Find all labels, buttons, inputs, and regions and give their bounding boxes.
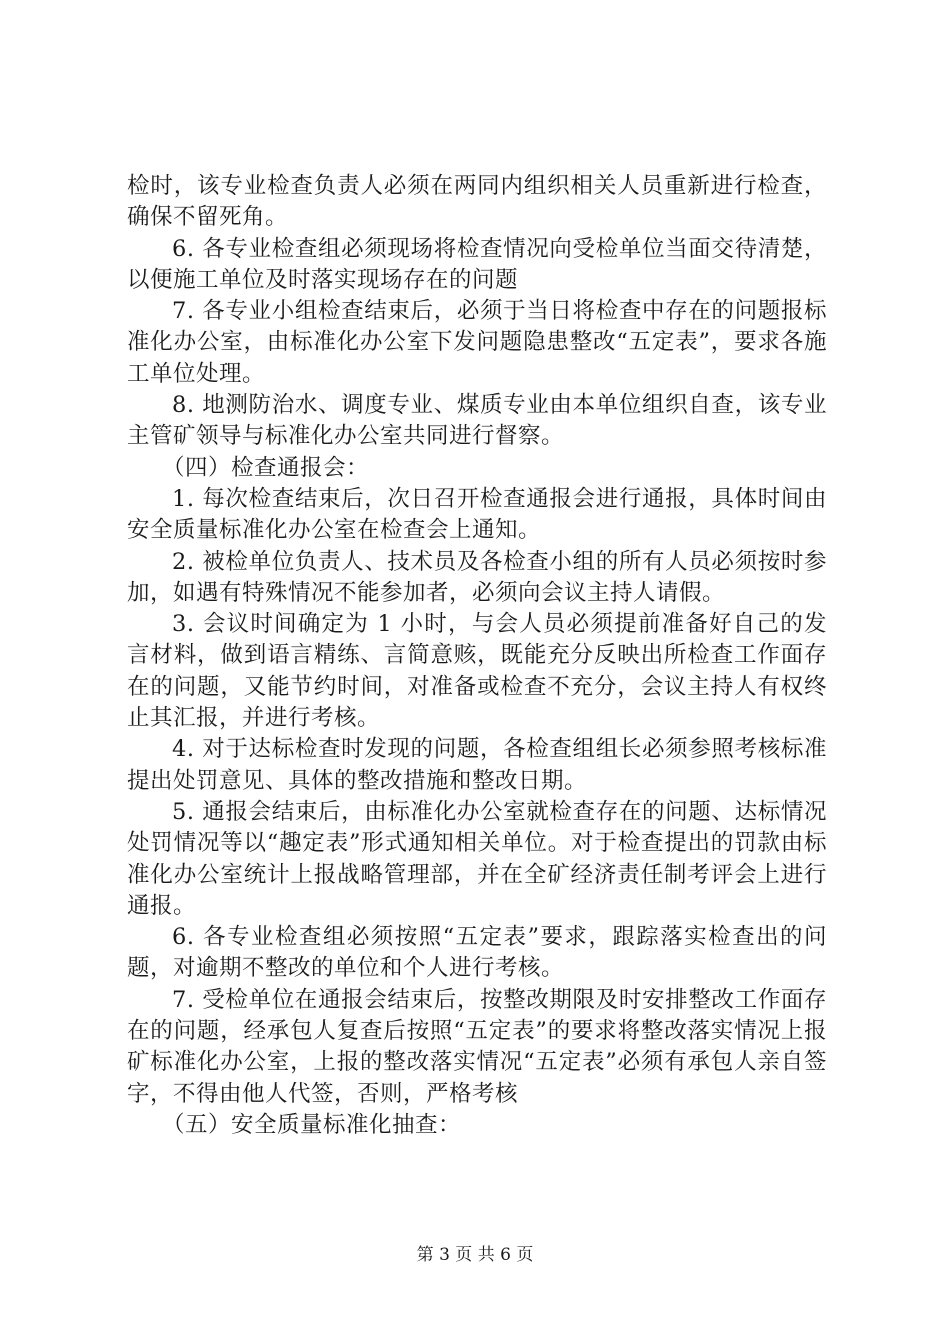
page-indicator: 第 3 页 共 6 页 [416, 1245, 534, 1265]
paragraph-item-5: 5. 通报会结束后，由标准化办公室就检查存在的问题、达标情况处罚情况等以“趣定表”形式通知相关单位。对于检查提出的罚款由标准化办公室统计上报战略管理部，并在全矿经济责任制考评会上进行通报。 [127, 798, 827, 919]
paragraph-item-7: 7. 各专业小组检查结束后，必须于当日将检查中存在的问题报标准化办公室，由标准化办公室下发问题隐患整改“五定表”，要求各施工单位处理。 [127, 298, 827, 387]
paragraph-item-6: 6. 各专业检查组必须现场将检查情况向受检单位当面交待清楚，以便施工单位及时落实现场存在的问题 [127, 235, 827, 293]
document-body [127, 171, 827, 1141]
paragraph-continuation: 检时，该专业检查负责人必须在两同内组织相关人员重新进行检查，确保不留死角。 [127, 173, 827, 231]
paragraph-item-8: 8. 地测防治水、调度专业、煤质专业由本单位组织自查，该专业主管矿领导与标准化办公室共同进行督察。 [127, 392, 827, 450]
paragraph-item-3: 3. 会议时间确定为 1 小时，与会人员必须提前准备好自己的发言材料，做到语言精练、言简意赅，既能充分反映出所检查工作面存在的问题，又能节约时间，对准备或检查不充分，会议主持人有权终止其汇报，并进行考核。 [127, 611, 827, 732]
paragraph-item-7b: 7. 受检单位在通报会结束后，按整改期限及时安排整改工作面存在的问题，经承包人复查后按照“五定表”的要求将整改落实情况上报矿标准化办公室，上报的整改落实情况“五定表”必须有承包人亲自签字，不得由他人代签，否则，严格考核 [127, 986, 827, 1107]
section-heading-4: （四）检查通报会： [162, 454, 370, 481]
paragraph-item-1: 1. 每次检查结束后，次日召开检查通报会进行通报，具体时间由安全质量标准化办公室在检查会上通知。 [127, 485, 827, 544]
section-heading-5: （五）安全质量标准化抽查： [162, 1111, 462, 1138]
page-footer [0, 1244, 950, 1266]
paragraph-item-6b: 6. 各专业检查组必须按照“五定表”要求，跟踪落实检查出的问题，对逾期不整改的单位和个人进行考核。 [127, 924, 827, 982]
paragraph-item-4: 4. 对于达标检查时发现的问题，各检查组组长必须参照考核标准提出处罚意见、具体的整改措施和整改日期。 [127, 736, 827, 794]
paragraph-item-2: 2. 被检单位负责人、技术员及各检查小组的所有人员必须按时参加，如遇有特殊情况不能参加者，必须向会议主持人请假。 [127, 548, 827, 606]
